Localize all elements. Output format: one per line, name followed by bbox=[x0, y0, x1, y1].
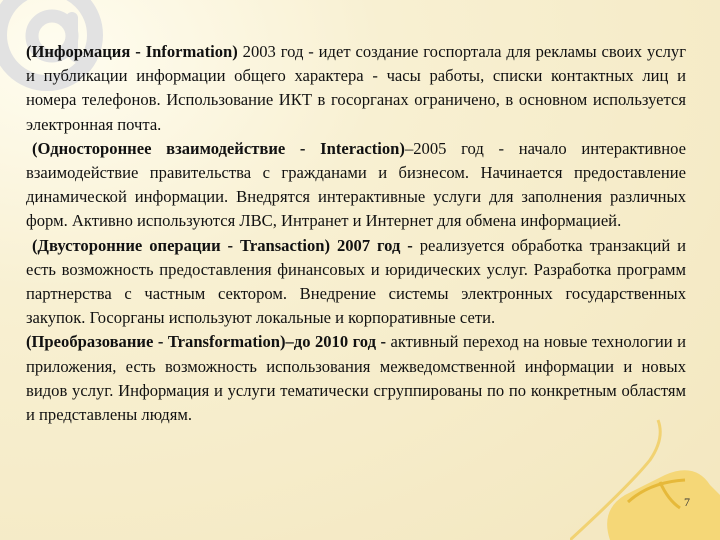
slide-body bbox=[26, 40, 686, 427]
stage-description: реализуется обработка транзакций и есть возможность предоставления финансовых и юридических услуг. Разработка программ партнерства с частным сектором. Внедрение системы электронных государственных закупок. Госорганы используют локальные и корпоративные сети. bbox=[26, 235, 686, 328]
stage-description: 2003 год - идет создание госпортала для рекламы своих услуг и публикации информации общего характера - часы работы, списки контактных лиц и номера телефонов. Использование ИКТ в госорганах ограничено, в основном используется электронная почта. bbox=[26, 42, 686, 134]
paragraph-interaction bbox=[26, 137, 686, 234]
stage-title: (Информация - Information) bbox=[26, 42, 238, 61]
paragraph-information bbox=[26, 40, 686, 137]
paragraph-transaction bbox=[26, 234, 686, 331]
stage-description: –2005 год - начало интерактивное взаимодействие правительства с гражданами и бизнесом. Начинается предоставление динамической информации. Внедрятся интерактивные услуги для заполнения различных форм. Активно используются ЛВС, Интранет и Интернет для обмена информацией. bbox=[26, 138, 686, 231]
stage-title: (Преобразование - Transformation)–до 2010 год - bbox=[26, 332, 386, 352]
stage-description: активный переход на новые технологии и приложения, есть возможность использования межведомственной информации и новых видов услуг. Информация и услуги тематически сгруппированы по по конкретным областям и представлены людям. bbox=[26, 332, 686, 425]
page-number: 7 bbox=[684, 495, 690, 509]
stage-title: (Двусторонние операции - Transaction) 2007 год - bbox=[32, 235, 413, 255]
paragraph-transformation bbox=[26, 330, 686, 427]
stage-title: (Одностороннее взаимодействие - Interaction) bbox=[32, 138, 405, 158]
